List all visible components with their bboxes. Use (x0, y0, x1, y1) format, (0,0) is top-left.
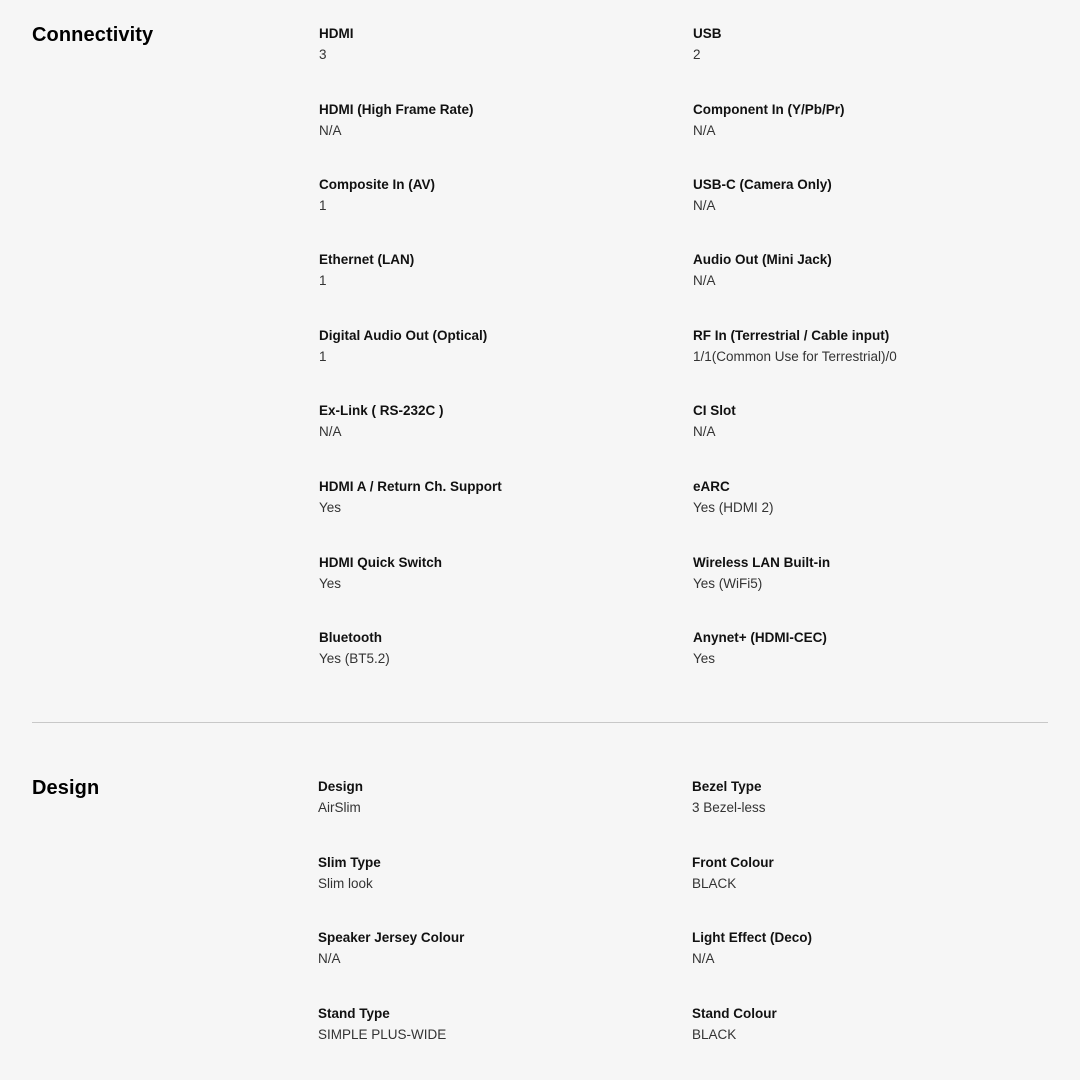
spec-value: N/A (318, 951, 341, 966)
spec-design (318, 779, 658, 816)
spec-light-effect (692, 930, 1032, 967)
spec-wireless-lan (693, 555, 1033, 592)
spec-composite-in (319, 177, 659, 214)
spec-usb-c (693, 177, 1033, 214)
section-divider (32, 722, 1048, 723)
spec-stand-colour (692, 1006, 1032, 1043)
spec-value: N/A (693, 198, 716, 213)
spec-label: CI Slot (693, 403, 736, 418)
spec-value: 1/1(Common Use for Terrestrial)/0 (693, 349, 897, 364)
spec-label: RF In (Terrestrial / Cable input) (693, 328, 890, 343)
spec-value: Yes (319, 576, 342, 591)
spec-hdmi-quick-switch (319, 555, 659, 592)
spec-value: Slim look (318, 876, 373, 891)
spec-ex-link (319, 403, 659, 440)
spec-label: USB-C (Camera Only) (693, 177, 832, 192)
spec-label: Speaker Jersey Colour (318, 930, 465, 945)
spec-speaker-jersey-colour (318, 930, 658, 967)
spec-digital-audio-out (319, 328, 659, 365)
spec-usb (693, 26, 1033, 63)
spec-value: AirSlim (318, 800, 361, 815)
spec-bluetooth (319, 630, 659, 667)
spec-value: BLACK (692, 1027, 737, 1042)
spec-label: USB (693, 26, 722, 41)
spec-bezel-type (692, 779, 1032, 816)
section-title-connectivity: Connectivity (32, 24, 154, 46)
section-title-design: Design (32, 777, 100, 799)
spec-label: Slim Type (318, 855, 381, 870)
spec-label: HDMI (High Frame Rate) (319, 102, 474, 117)
spec-audio-out (693, 252, 1033, 289)
spec-label: Bluetooth (319, 630, 382, 645)
spec-label: Anynet+ (HDMI-CEC) (693, 630, 827, 645)
spec-label: HDMI Quick Switch (319, 555, 443, 570)
spec-hdmi (319, 26, 659, 63)
spec-label: Component In (Y/Pb/Pr) (693, 102, 845, 117)
spec-label: Front Colour (692, 855, 774, 870)
spec-ethernet (319, 252, 659, 289)
spec-label: Audio Out (Mini Jack) (693, 252, 832, 267)
spec-label: Ex-Link ( RS-232C ) (319, 403, 444, 418)
spec-label: Light Effect (Deco) (692, 930, 812, 945)
spec-value: BLACK (692, 876, 737, 891)
spec-value: 3 (319, 47, 327, 62)
spec-value: 2 (693, 47, 701, 62)
spec-stand-type (318, 1006, 658, 1043)
spec-value: N/A (319, 424, 342, 439)
spec-value: N/A (693, 273, 716, 288)
spec-value: N/A (692, 951, 715, 966)
spec-component-in (693, 102, 1033, 139)
spec-anynet (693, 630, 1033, 667)
spec-hdmi-return-channel (319, 479, 659, 516)
spec-value: Yes (WiFi5) (693, 576, 763, 591)
spec-label: Composite In (AV) (319, 177, 435, 192)
spec-value: 1 (319, 349, 327, 364)
spec-front-colour (692, 855, 1032, 892)
spec-label: Stand Colour (692, 1006, 777, 1021)
spec-earc (693, 479, 1033, 516)
spec-rf-in (693, 328, 1033, 365)
spec-value: SIMPLE PLUS-WIDE (318, 1027, 447, 1042)
spec-value: Yes (693, 651, 716, 666)
spec-label: eARC (693, 479, 730, 494)
spec-value: Yes (HDMI 2) (693, 500, 774, 515)
spec-label: HDMI (319, 26, 354, 41)
spec-value: N/A (693, 424, 716, 439)
spec-value: 3 Bezel-less (692, 800, 766, 815)
spec-label: Ethernet (LAN) (319, 252, 415, 267)
spec-hdmi-high-frame-rate (319, 102, 659, 139)
spec-value: N/A (693, 123, 716, 138)
spec-label: Stand Type (318, 1006, 390, 1021)
spec-value: Yes (319, 500, 342, 515)
spec-value: Yes (BT5.2) (319, 651, 390, 666)
spec-value: 1 (319, 273, 327, 288)
spec-label: Bezel Type (692, 779, 762, 794)
spec-label: Wireless LAN Built-in (693, 555, 831, 570)
spec-label: Design (318, 779, 364, 794)
spec-value: 1 (319, 198, 327, 213)
spec-label: Digital Audio Out (Optical) (319, 328, 488, 343)
spec-ci-slot (693, 403, 1033, 440)
spec-slim-type (318, 855, 658, 892)
spec-label: HDMI A / Return Ch. Support (319, 479, 502, 494)
spec-value: N/A (319, 123, 342, 138)
